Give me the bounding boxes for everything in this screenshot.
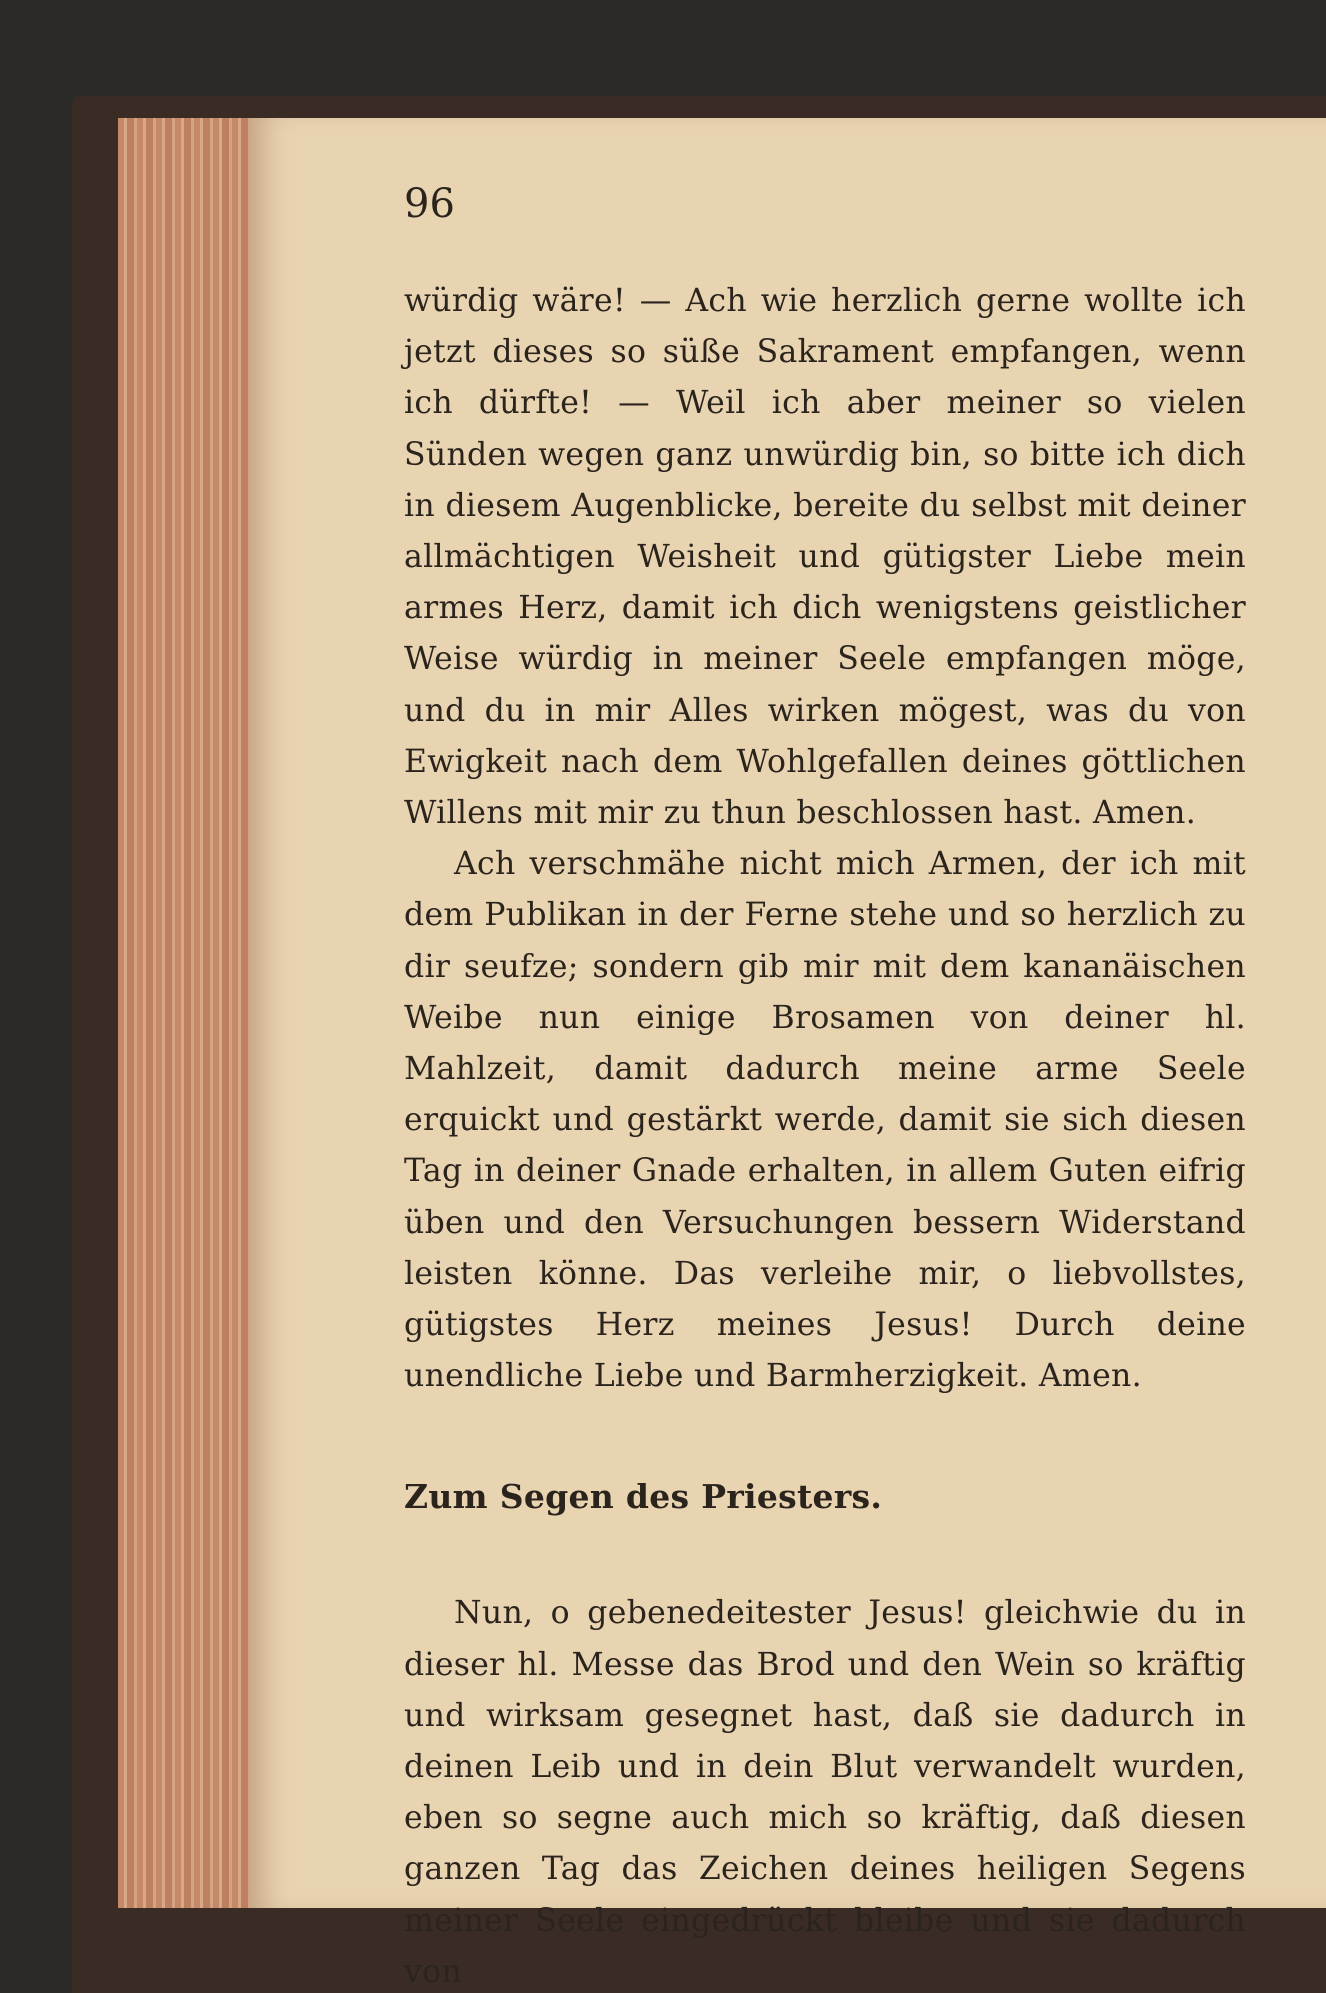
page-number: 96	[404, 181, 455, 227]
page-text	[404, 276, 1246, 1993]
paragraph-3: Nun, o gebenedeitester Jesus! gleichwie du in dieser hl. Messe das Brod und den Wein so kräftig und wirksam gesegnet hast, daß sie dadurch in deinen Leib und in dein Blut verwandelt wurden, eben so segne auch mich so kräftig, daß diesen ganzen Tag das Zeichen deines heiligen Segens meiner Seele eingedrückt bleibe und sie dadurch von	[404, 1595, 1246, 1990]
page-edges	[118, 118, 258, 1908]
paragraph-1: würdig wäre! — Ach wie herzlich gerne wollte ich jetzt dieses so süße Sakrament empfangen, wenn ich dürfte! — Weil ich aber meiner so vielen Sünden wegen ganz unwürdig bin, so bitte ich dich in diesem Augenblicke, bereite du selbst mit deiner allmächtigen Weisheit und gütigster Liebe mein armes Herz, damit ich dich wenigstens geistlicher Weise würdig in meiner Seele empfangen möge, und du in mir Alles wirken mögest, was du von Ewigkeit nach dem Wohlgefallen deines göttlichen Willens mit mir zu thun beschlossen hast. Amen.	[404, 283, 1246, 832]
paragraph-2: Ach verschmähe nicht mich Armen, der ich mit dem Publikan in der Ferne stehe und so herzlich zu dir seufze; sondern gib mir mit dem kananäischen Weibe nun einige Brosamen von deiner hl. Mahlzeit, damit dadurch meine arme Seele erquickt und gestärkt werde, damit sie sich diesen Tag in deiner Gnade erhalten, in allem Guten eifrig üben und den Versuchungen bessern Widerstand leisten könne. Das verleihe mir, o liebvollstes, gütigstes Herz meines Jesus! Durch deine unendliche Liebe und Barmherzigkeit. Amen.	[404, 846, 1246, 1395]
section-heading: Zum Segen des Priesters.	[404, 1477, 883, 1517]
